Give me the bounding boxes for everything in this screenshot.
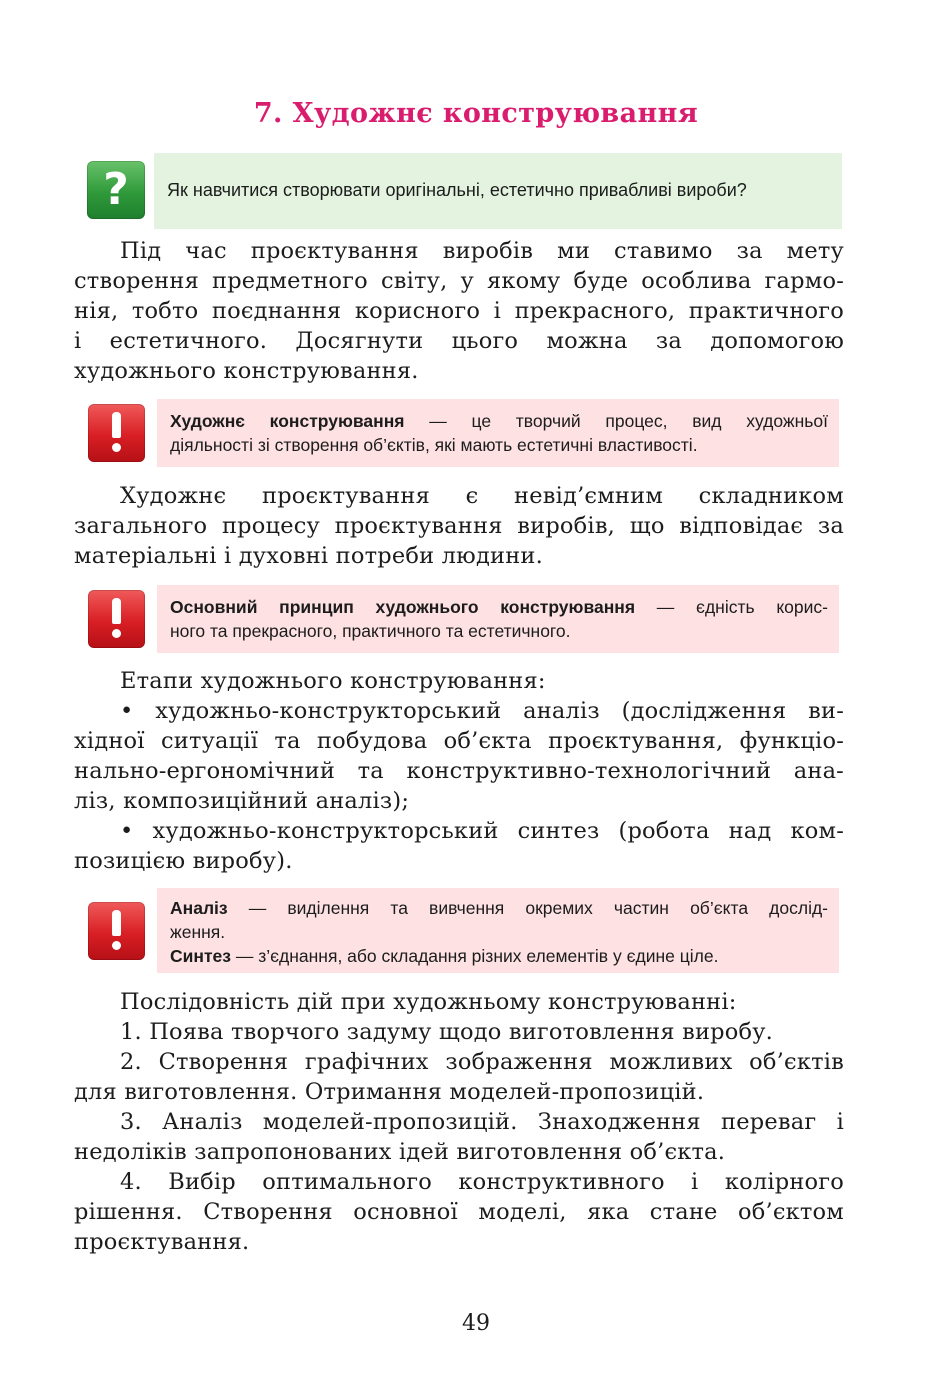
text-line: Під час проєктування виробів ми ставимо за мету: [120, 238, 844, 264]
list-item: недоліків запропонованих ідей виготовлення об’єкта.: [74, 1139, 726, 1165]
text-line: нія, тобто поєднання корисного і прекрасного, практичного: [74, 298, 844, 324]
definition-term: Аналіз: [170, 898, 228, 918]
exclamation-icon: [88, 590, 145, 648]
exclamation-icon: [88, 404, 145, 462]
text-line: художнього конструювання.: [74, 358, 419, 384]
text-line: і естетичного. Досягнути цього можна за допомогою: [74, 328, 844, 354]
exclamation-icon: [88, 902, 145, 960]
question-text: Як навчитися створювати оригінальні, естетично привабливі вироби?: [167, 180, 747, 200]
list-item: для виготовлення. Отримання моделей-пропозицій.: [74, 1079, 705, 1105]
sequence-list: [74, 987, 844, 1257]
paragraph-intro: [74, 236, 844, 386]
principle-text: [170, 595, 828, 643]
text-line: Художнє проєктування є невід’ємним складником: [120, 483, 844, 509]
list-item: ліз, композиційний аналіз);: [74, 788, 410, 814]
list-item: 4. Вибір оптимального конструктивного і колірного: [120, 1169, 844, 1195]
question-mark-icon: ?: [87, 161, 145, 219]
paragraph-design: [74, 481, 844, 571]
sequence-heading: Послідовність дій при художньому конструюванні:: [120, 989, 737, 1015]
text-line: загального процесу проєктування виробів, що відповідає за: [74, 513, 844, 539]
list-item: хідної ситуації та побудова об’єкта проєктування, функціо-: [74, 728, 844, 754]
definition-body: діяльності зі створення об’єктів, які мають естетичні властивості.: [170, 435, 698, 455]
list-item: 1. Поява творчого задуму щодо виготовлення виробу.: [120, 1019, 774, 1045]
text-line: матеріальні і духовні потреби людини.: [74, 543, 543, 569]
list-item: нально-ергономічний та конструктивно-технологічний ана-: [74, 758, 844, 784]
list-item: • художньо-конструкторський аналіз (дослідження ви-: [120, 698, 844, 724]
definition-body: ного та прекрасного, практичного та естетичного.: [170, 621, 571, 641]
analysis-synthesis-text: [170, 896, 828, 968]
definition-term: Синтез: [170, 946, 231, 966]
list-item: рішення. Створення основної моделі, яка стане об’єктом: [74, 1199, 844, 1225]
list-item: 2. Створення графічних зображення можливих об’єктів: [120, 1049, 844, 1075]
list-item: позицією виробу).: [74, 848, 293, 874]
definition-body: ження.: [170, 922, 226, 942]
definition-term: Основний принцип художнього конструювання: [170, 597, 636, 617]
list-item: проєктування.: [74, 1229, 250, 1255]
definition-body: — це творчий процес, вид художньої: [404, 411, 828, 431]
list-item: • художньо-конструкторський синтез (робота над ком-: [120, 818, 844, 844]
text-line: створення предметного світу, у якому буде особлива гармо-: [74, 268, 844, 294]
list-item: 3. Аналіз моделей-пропозицій. Знаходження переваг і: [120, 1109, 844, 1135]
definition-body: — виділення та вивчення окремих частин об’єкта дослід-: [227, 898, 828, 918]
stages-heading: Етапи художнього конструювання:: [120, 668, 546, 694]
definition-text: [170, 409, 828, 457]
definition-body: — з’єднання, або складання різних елементів у єдине ціле.: [230, 946, 719, 966]
stages-list: [74, 666, 844, 876]
definition-body: — єдність корис-: [635, 597, 828, 617]
page-title: 7. Художнє конструювання: [253, 98, 699, 129]
definition-term: Художнє конструювання: [170, 411, 405, 431]
page-number: 49: [462, 1311, 490, 1336]
